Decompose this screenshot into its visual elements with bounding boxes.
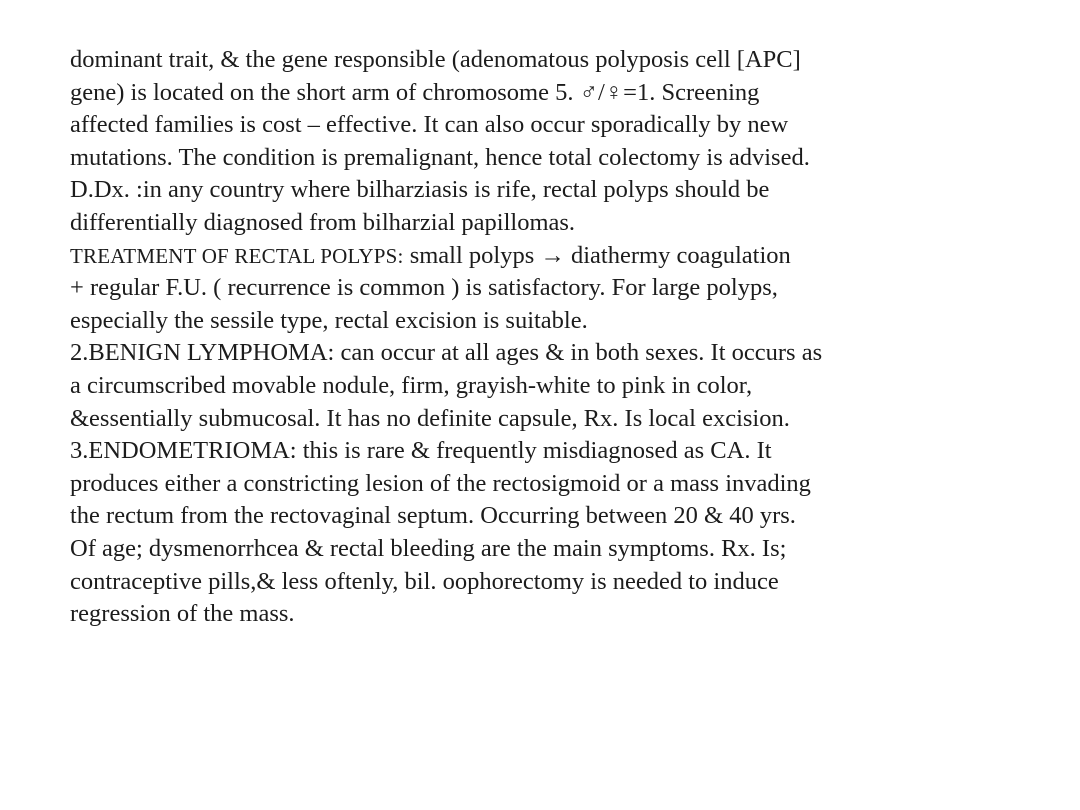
text-line: D.Dx. :in any country where bilharziasis is rife, rectal polyps should be xyxy=(70,176,770,204)
text-line: 2.BENIGN LYMPHOMA: can occur at all ages & in both sexes. It occurs as xyxy=(70,339,823,367)
text-line: Of age; dysmenorrhcea & rectal bleeding are the main symptoms. Rx. Is; xyxy=(70,534,787,562)
text-line: + regular F.U. ( recurrence is common ) is satisfactory. For large polyps, xyxy=(70,274,778,302)
text-line: 3.ENDOMETRIOMA: this is rare & frequently misdiagnosed as CA. It xyxy=(70,437,772,465)
text-line: produces either a constricting lesion of the rectosigmoid or a mass invading xyxy=(70,469,811,497)
text-line: the rectum from the rectovaginal septum. Occurring between 20 & 40 yrs. xyxy=(70,502,796,530)
text-line: gene) is located on the short arm of chromosome 5. ♂/♀=1. Screening xyxy=(70,78,760,106)
treatment-line xyxy=(70,240,950,273)
text-line: especially the sessile type, rectal excision is suitable. xyxy=(70,306,588,334)
text-line: regression of the mass. xyxy=(70,600,295,628)
text-line: contraceptive pills,& less oftenly, bil. oophorectomy is needed to induce xyxy=(70,567,779,595)
text-line: mutations. The condition is premalignant, hence total colectomy is advised. xyxy=(70,143,810,171)
text-line: affected families is cost – effective. It can also occur sporadically by new xyxy=(70,111,789,139)
text-line: small polyps → diathermy coagulation xyxy=(409,241,791,269)
text-line: differentially diagnosed from bilharzial papillomas. xyxy=(70,208,576,236)
treatment-heading: TREATMENT OF RECTAL POLYPS: xyxy=(70,243,404,268)
document-text xyxy=(70,44,950,631)
text-line: a circumscribed movable nodule, firm, grayish-white to pink in color, xyxy=(70,371,753,399)
text-line: &essentially submucosal. It has no definite capsule, Rx. Is local excision. xyxy=(70,404,790,432)
text-line: dominant trait, & the gene responsible (adenomatous polyposis cell [APC] xyxy=(70,46,801,73)
